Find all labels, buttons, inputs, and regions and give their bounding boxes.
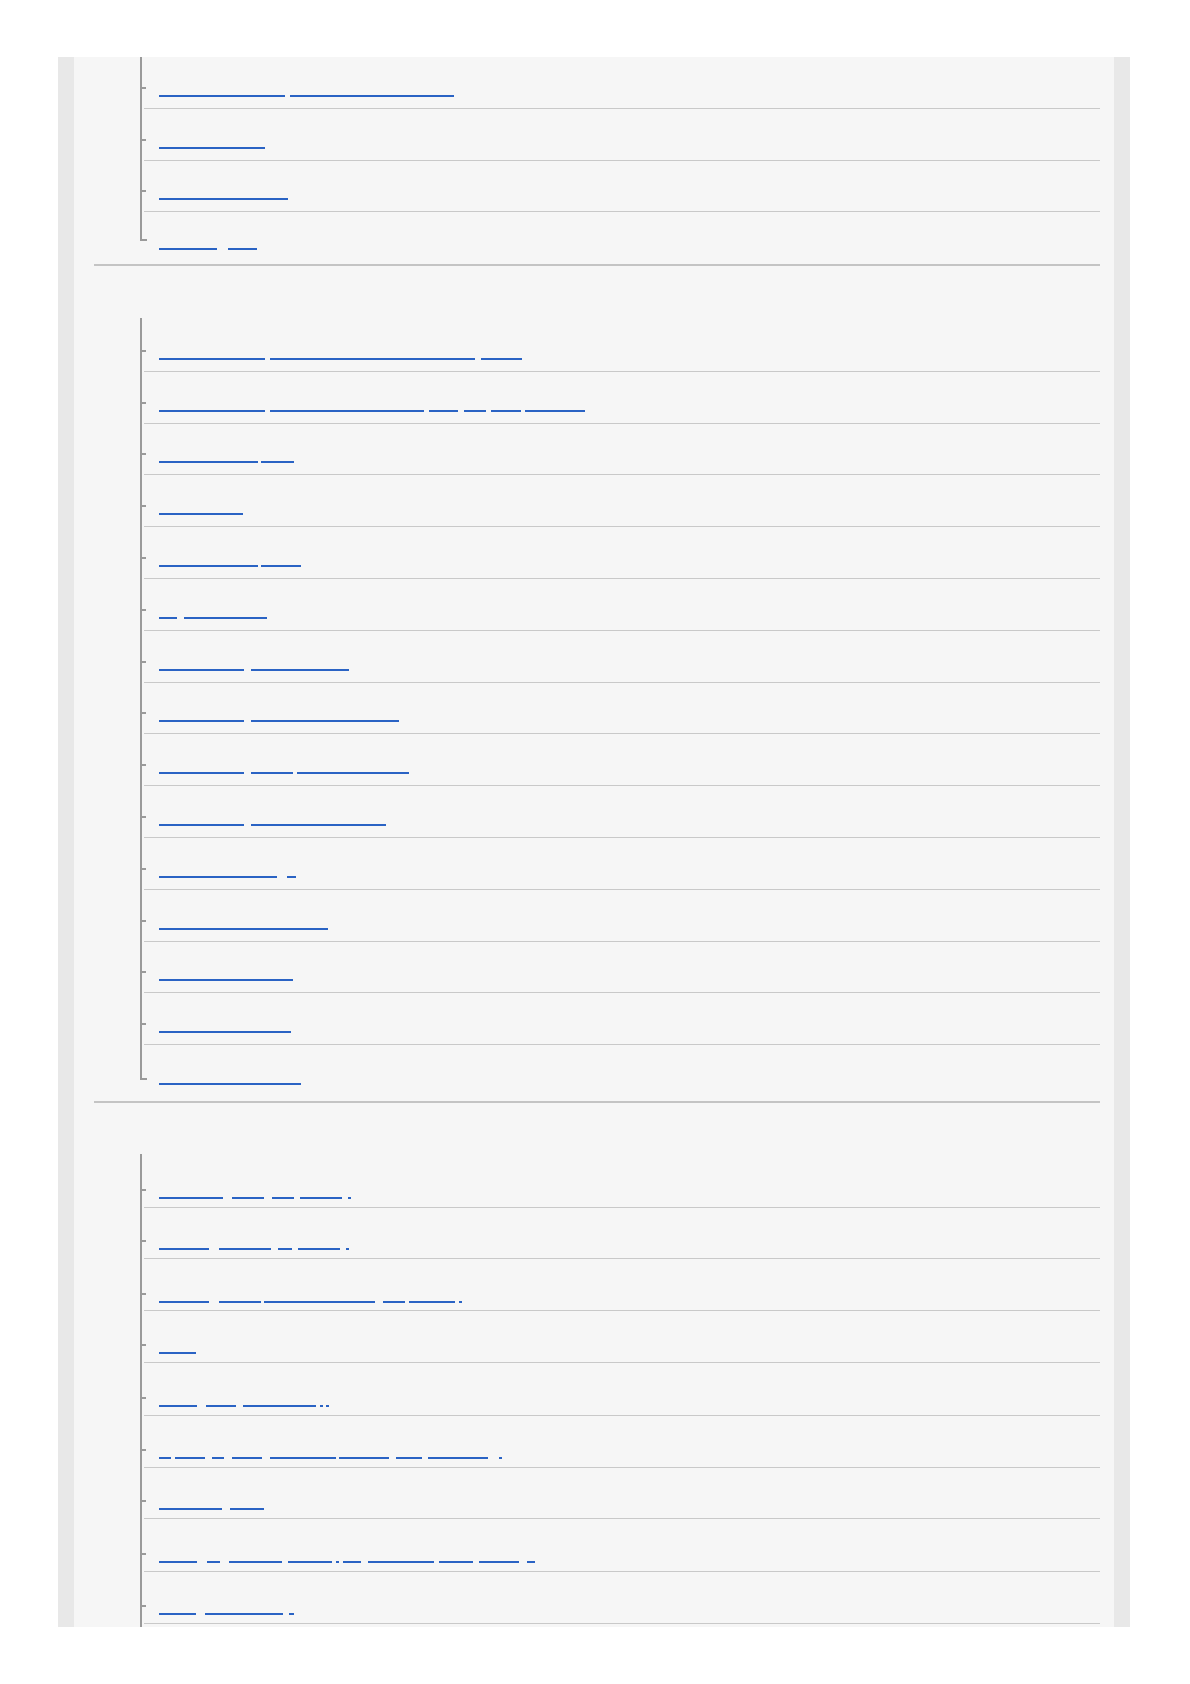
list-item bbox=[140, 742, 1100, 789]
toc-link[interactable] bbox=[159, 1439, 759, 1459]
toc-link[interactable] bbox=[159, 129, 759, 149]
list-item bbox=[140, 218, 1100, 265]
divider bbox=[144, 837, 1100, 838]
divider bbox=[144, 630, 1100, 631]
list-item bbox=[140, 483, 1100, 530]
tree-tick bbox=[140, 1344, 146, 1346]
divider bbox=[144, 1310, 1100, 1311]
page-content bbox=[74, 57, 1114, 1627]
toc-link[interactable] bbox=[159, 1387, 759, 1407]
tree-tick bbox=[140, 971, 146, 973]
divider bbox=[144, 423, 1100, 424]
toc-link[interactable] bbox=[159, 180, 759, 200]
divider bbox=[144, 941, 1100, 942]
divider bbox=[144, 108, 1100, 109]
toc-link[interactable] bbox=[159, 1595, 759, 1615]
tree-tick bbox=[140, 557, 146, 559]
toc-link[interactable] bbox=[159, 1334, 759, 1354]
toc-link[interactable] bbox=[159, 702, 759, 722]
divider bbox=[144, 1623, 1100, 1624]
toc-link[interactable] bbox=[159, 651, 759, 671]
divider bbox=[144, 578, 1100, 579]
toc-link[interactable] bbox=[159, 340, 759, 360]
list-item bbox=[140, 328, 1100, 375]
divider bbox=[144, 160, 1100, 161]
divider bbox=[144, 889, 1100, 890]
tree-tick bbox=[140, 1293, 146, 1295]
tree-tick bbox=[140, 1449, 146, 1451]
divider bbox=[144, 1415, 1100, 1416]
list-item bbox=[140, 431, 1100, 478]
toc-link[interactable] bbox=[159, 806, 759, 826]
tree-tick bbox=[140, 1605, 146, 1607]
toc-link[interactable] bbox=[159, 392, 759, 412]
toc-link[interactable] bbox=[159, 1283, 759, 1303]
toc-link[interactable] bbox=[159, 910, 759, 930]
list-item bbox=[140, 949, 1100, 996]
toc-link[interactable] bbox=[159, 1543, 759, 1563]
list-item bbox=[140, 794, 1100, 841]
tree-tick bbox=[140, 868, 146, 870]
tree-tick bbox=[140, 920, 146, 922]
divider bbox=[144, 1044, 1100, 1045]
divider bbox=[144, 1207, 1100, 1208]
list-item bbox=[140, 898, 1100, 945]
divider bbox=[144, 785, 1100, 786]
divider bbox=[144, 682, 1100, 683]
toc-link[interactable] bbox=[159, 599, 759, 619]
tree-tick bbox=[140, 350, 146, 352]
list-item bbox=[140, 1001, 1100, 1048]
divider bbox=[144, 1362, 1100, 1363]
divider bbox=[144, 526, 1100, 527]
list-item bbox=[140, 1053, 1100, 1100]
section-separator bbox=[94, 1101, 1100, 1103]
tree-tick bbox=[140, 453, 146, 455]
toc-link[interactable] bbox=[159, 1490, 759, 1510]
divider bbox=[144, 1258, 1100, 1259]
toc-link[interactable] bbox=[159, 961, 759, 981]
list-item bbox=[140, 690, 1100, 737]
tree-tick bbox=[140, 139, 146, 141]
toc-link[interactable] bbox=[159, 547, 759, 567]
toc-link[interactable] bbox=[159, 1065, 759, 1085]
divider bbox=[144, 1518, 1100, 1519]
divider bbox=[144, 474, 1100, 475]
tree-tick bbox=[140, 1189, 146, 1191]
tree-tick bbox=[140, 609, 146, 611]
divider bbox=[144, 1571, 1100, 1572]
list-item bbox=[140, 846, 1100, 893]
divider bbox=[144, 1467, 1100, 1468]
tree-tick bbox=[140, 505, 146, 507]
toc-link[interactable] bbox=[159, 230, 759, 250]
list-item bbox=[140, 535, 1100, 582]
divider bbox=[144, 992, 1100, 993]
tree-tick bbox=[140, 764, 146, 766]
section-separator bbox=[94, 264, 1100, 266]
list-item bbox=[140, 587, 1100, 634]
tree-tick bbox=[140, 712, 146, 714]
list-item bbox=[140, 380, 1100, 427]
tree-tick bbox=[140, 87, 146, 89]
list-item bbox=[140, 168, 1100, 215]
toc-link[interactable] bbox=[159, 443, 759, 463]
tree-tick bbox=[140, 1397, 146, 1399]
list-item bbox=[140, 65, 1100, 112]
document-page bbox=[58, 57, 1130, 1627]
tree-tick bbox=[140, 402, 146, 404]
toc-link[interactable] bbox=[159, 1013, 759, 1033]
tree-tick bbox=[140, 816, 146, 818]
tree-tick bbox=[140, 1553, 146, 1555]
list-item bbox=[140, 639, 1100, 686]
toc-link[interactable] bbox=[159, 1179, 759, 1199]
toc-link[interactable] bbox=[159, 754, 759, 774]
divider bbox=[144, 211, 1100, 212]
toc-link[interactable] bbox=[159, 858, 759, 878]
tree-tick bbox=[140, 190, 146, 192]
toc-link[interactable] bbox=[159, 495, 759, 515]
tree-tick bbox=[140, 661, 146, 663]
divider bbox=[144, 371, 1100, 372]
divider bbox=[144, 733, 1100, 734]
tree-tick bbox=[140, 1500, 146, 1502]
toc-link[interactable] bbox=[159, 77, 759, 97]
tree-tick bbox=[140, 1240, 146, 1242]
tree-tick bbox=[140, 1023, 146, 1025]
toc-link[interactable] bbox=[159, 1230, 759, 1250]
list-item bbox=[140, 117, 1100, 164]
